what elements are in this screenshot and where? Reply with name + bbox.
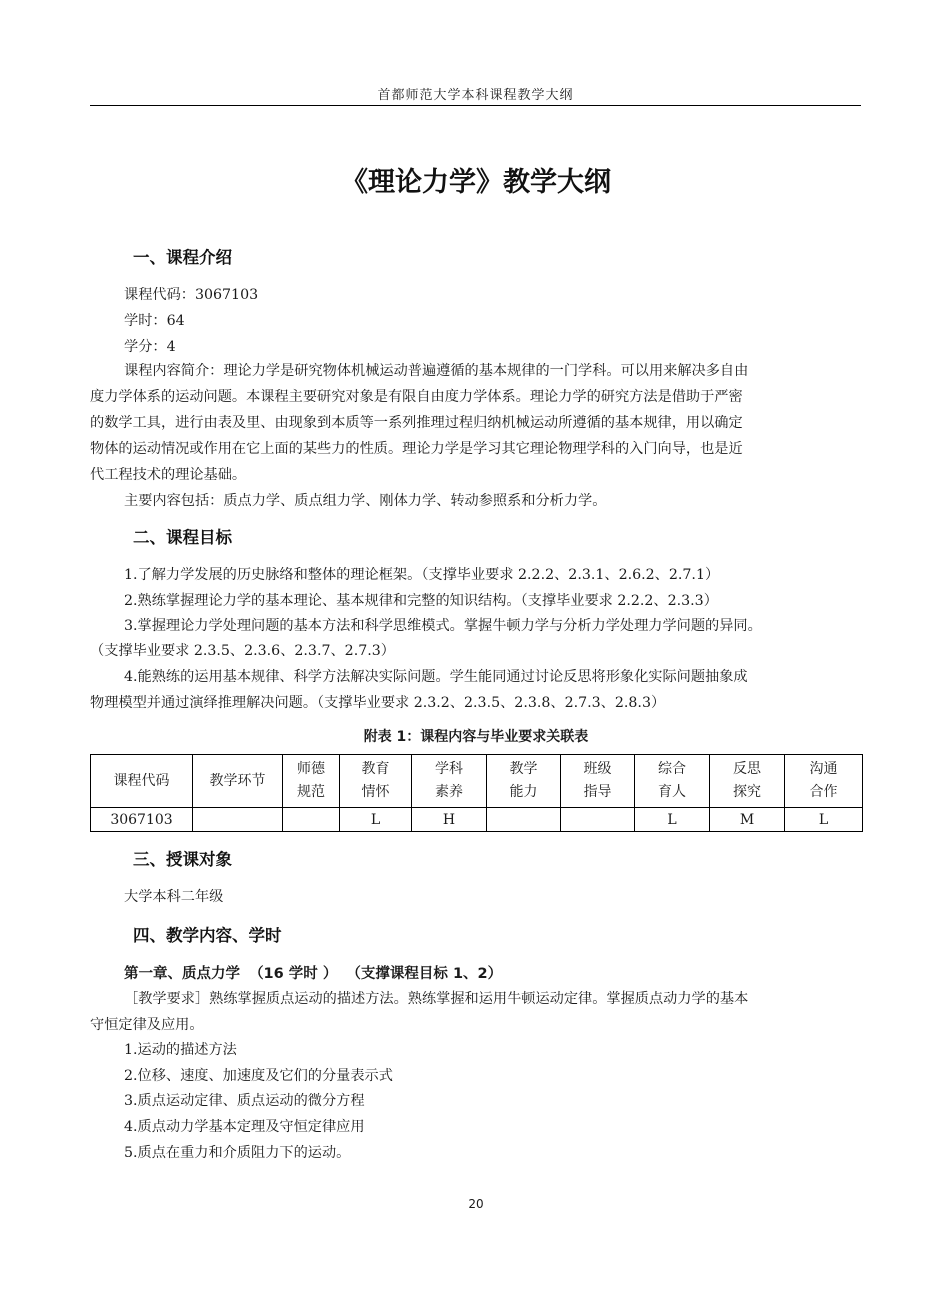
table-cell: [487, 808, 561, 832]
table-cell: L: [340, 808, 412, 832]
chapter-heading: [124, 962, 506, 983]
chapter-hours: （16 学时 ）: [249, 966, 338, 982]
intro-line: 课程内容简介：理论力学是研究物体机械运动普遍遵循的基本规律的一门学科。可以用来解决多自由: [124, 363, 749, 379]
goal-3-line: 3.掌握理论力学处理问题的基本方法和科学思维模式。掌握牛顿力学与分析力学处理力学问题的异同。: [124, 618, 762, 634]
header-cell: 课程代码: [91, 755, 193, 808]
goal-2: 2.熟练掌握理论力学的基本理论、基本规律和完整的知识结构。（支撑毕业要求 2.2.2、2.3.3）: [124, 593, 718, 609]
list-item: 5.质点在重力和介质阻力下的运动。: [124, 1145, 351, 1161]
course-hours: 学时：64: [124, 313, 185, 329]
intro-line: 度力学体系的运动问题。本课程主要研究对象是有限自由度力学体系。理论力学的研究方法是借助于严密: [90, 389, 743, 405]
section-heading-content: 四、教学内容、学时: [133, 926, 282, 945]
header-cell: 综合 育人: [635, 755, 710, 808]
chapter-support: （支撑课程目标 1、2）: [346, 966, 503, 982]
section-heading-intro: 一、课程介绍: [133, 248, 232, 267]
table-caption: 附表 1：课程内容与毕业要求关联表: [363, 729, 589, 745]
goal-4-line: 物理模型并通过演绎推理解决问题。（支撑毕业要求 2.3.2、2.3.5、2.3.8、2.7.3、2.8.3）: [90, 695, 666, 711]
table-cell: [283, 808, 340, 832]
list-item: 3.质点运动定律、质点运动的微分方程: [124, 1093, 365, 1109]
list-item: 2.位移、速度、加速度及它们的分量表示式: [124, 1068, 393, 1084]
requirements-table: [90, 754, 863, 832]
document-title: 《理论力学》教学大纲: [341, 167, 611, 198]
main-content-line: 主要内容包括：质点力学、质点组力学、刚体力学、转动参照系和分析力学。: [124, 493, 607, 509]
table-cell: [193, 808, 283, 832]
table-cell: L: [635, 808, 710, 832]
audience-text: 大学本科二年级: [124, 889, 224, 905]
table-header-row: [91, 755, 863, 808]
header-cell: 教育 情怀: [340, 755, 412, 808]
header-cell: 教学 能力: [487, 755, 561, 808]
table-cell: 3067103: [91, 808, 193, 832]
table-cell: L: [785, 808, 863, 832]
header-cell: 沟通 合作: [785, 755, 863, 808]
course-code: 课程代码：3067103: [124, 287, 259, 303]
header-cell: 教学环节: [193, 755, 283, 808]
header-cell: 反思 探究: [710, 755, 785, 808]
requirement-line: 守恒定律及应用。: [90, 1017, 204, 1033]
chapter-title: 第一章、质点力学: [124, 966, 240, 982]
section-heading-goals: 二、课程目标: [133, 528, 232, 547]
goal-3-line: （支撑毕业要求 2.3.5、2.3.6、2.3.7、2.7.3）: [90, 643, 395, 659]
table-row: [91, 808, 863, 832]
page-number: 20: [468, 1197, 484, 1211]
table-cell: H: [412, 808, 487, 832]
list-item: 4.质点动力学基本定理及守恒定律应用: [124, 1119, 365, 1135]
goal-4-line: 4.能熟练的运用基本规律、科学方法解决实际问题。学生能同通过讨论反思将形象化实际问题抽象成: [124, 669, 748, 685]
section-heading-audience: 三、授课对象: [133, 850, 232, 869]
header-rule: [90, 105, 861, 106]
table-cell: [561, 808, 635, 832]
goal-1: 1.了解力学发展的历史脉络和整体的理论框架。（支撑毕业要求 2.2.2、2.3.1、2.6.2、2.7.1）: [124, 567, 720, 583]
intro-line: 的数学工具，进行由表及里、由现象到本质等一系列推理过程归纳机械运动所遵循的基本规律，用以确定: [90, 415, 743, 431]
header-cell: 师德 规范: [283, 755, 340, 808]
table-cell: M: [710, 808, 785, 832]
intro-line: 代工程技术的理论基础。: [90, 467, 247, 483]
intro-line: 物体的运动情况或作用在它上面的某些力的性质。理论力学是学习其它理论物理学科的入门向导，也是近: [90, 441, 743, 457]
running-header: 首都师范大学本科课程教学大纲: [377, 88, 574, 103]
list-item: 1.运动的描述方法: [124, 1042, 237, 1058]
course-credits: 学分：4: [124, 339, 176, 355]
header-cell: 班级 指导: [561, 755, 635, 808]
header-cell: 学科 素养: [412, 755, 487, 808]
requirement-line: ［教学要求］熟练掌握质点运动的描述方法。熟练掌握和运用牛顿运动定律。掌握质点动力学的基本: [124, 991, 749, 1007]
